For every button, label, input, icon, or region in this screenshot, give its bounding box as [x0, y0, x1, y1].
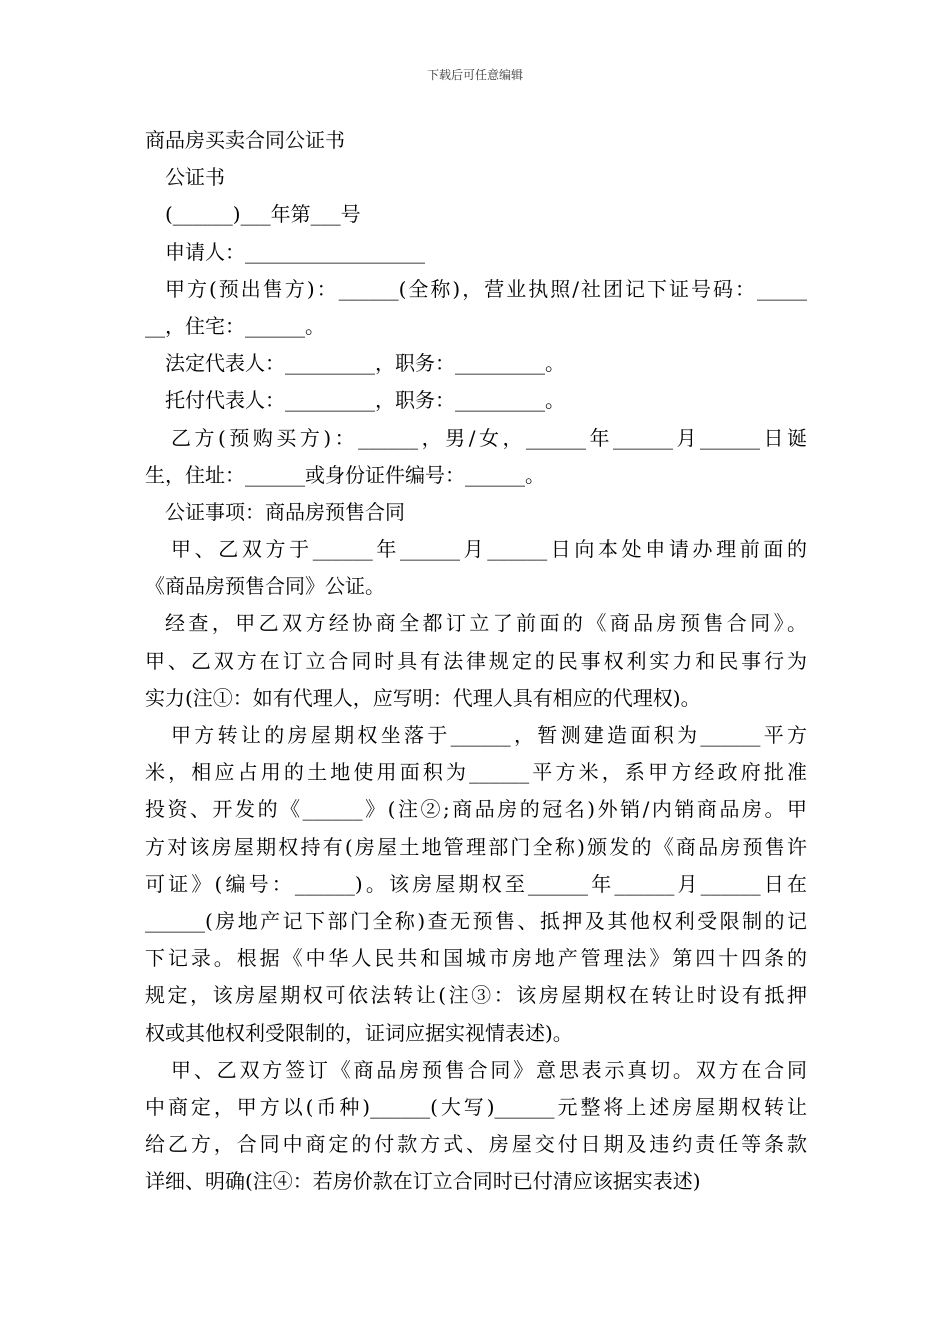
text-line: 下记录。根据《中华人民共和国城市房地产管理法》第四十四条的 — [145, 946, 807, 971]
text-line: 投资、开发的《______》(注②;商品房的冠名)外销/内销商品房。甲 — [145, 797, 807, 822]
text-line: 甲、乙双方在订立合同时具有法律规定的民事权利实力和民事行为 — [145, 648, 807, 673]
text-line: 甲、乙双方于______年______月______日向本处申请办理前面的 — [171, 537, 807, 562]
text-line: 详细、明确(注④：若房价款在订立合同时已付清应该据实表述) — [145, 1169, 701, 1194]
text-line: 托付代表人：_________，职务：_________。 — [165, 388, 565, 413]
text-line: 申请人：__________________ — [165, 239, 425, 264]
text-line: 可证》(编号：______)。该房屋期权至______年______月______日在 — [145, 871, 807, 896]
text-line: 法定代表人：_________，职务：_________。 — [165, 351, 565, 376]
text-line: 公证书 — [165, 165, 225, 190]
page-header: 下载后可任意编辑 — [426, 68, 523, 82]
text-line: 实力(注①：如有代理人，应写明：代理人具有相应的代理权)。 — [145, 685, 701, 710]
text-line: 甲、乙双方签订《商品房预售合同》意思表示真切。双方在合同 — [171, 1057, 807, 1082]
text-line: 《商品房预售合同》公证。 — [145, 574, 385, 599]
text-line: ______(房地产记下部门全称)查无预售、抵押及其他权利受限制的记 — [145, 908, 807, 933]
text-line: 乙方(预购买方)：______，男/女，______年______月______日诞 — [171, 425, 807, 450]
text-line: 经查，甲乙双方经协商全都订立了前面的《商品房预售合同》。 — [165, 611, 807, 636]
text-line: 规定，该房屋期权可依法转让(注③：该房屋期权在转让时设有抵押 — [145, 983, 807, 1008]
text-line: 方对该房屋期权持有(房屋土地管理部门全称)颁发的《商品房预售许 — [145, 834, 807, 859]
text-line: 甲方转让的房屋期权坐落于______，暂测建造面积为______平方 — [171, 723, 807, 747]
text-line: 权或其他权利受限制的，证词应据实视情表述)。 — [145, 1020, 573, 1045]
text-line: 公证事项：商品房预售合同 — [165, 499, 405, 524]
text-line: 米，相应占用的土地使用面积为______平方米，系甲方经政府批准 — [145, 760, 807, 785]
text-line: (______)___年第___号 — [165, 202, 361, 227]
document-title: 商品房买卖合同公证书 — [145, 128, 345, 152]
text-line: 中商定，甲方以(币种)______(大写)______元整将上述房屋期权转让 — [145, 1094, 807, 1119]
text-line: 生，住址：______或身份证件编号：______。 — [145, 462, 545, 487]
text-line: __，住宅：______。 — [145, 313, 325, 338]
document-body — [145, 122, 807, 1200]
text-line: 甲方(预出售方)：______(全称)，营业执照/社团记下证号码：_____ — [165, 276, 807, 301]
text-line: 给乙方，合同中商定的付款方式、房屋交付日期及违约责任等条款 — [145, 1132, 807, 1157]
